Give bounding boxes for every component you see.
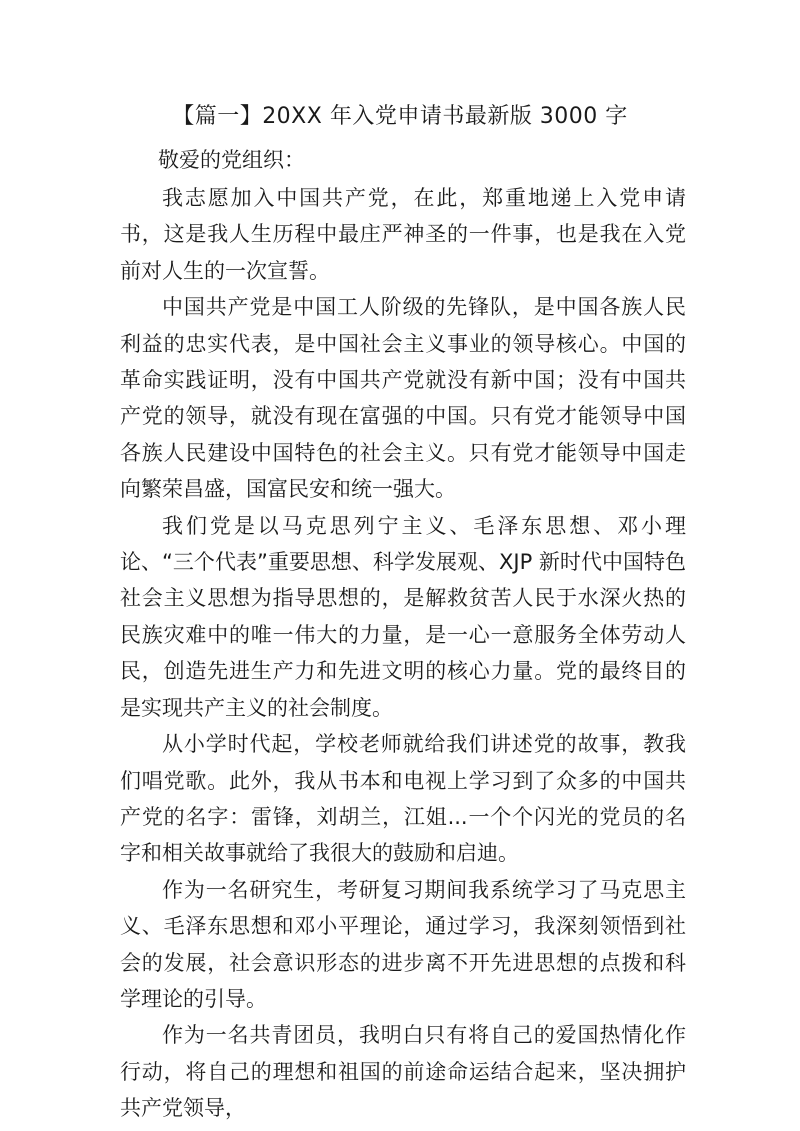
paragraph: 我们党是以马克思列宁主义、毛泽东思想、邓小理论、“三个代表”重要思想、科学发展观、XJP 新时代中国特色社会主义思想为指导思想的，是解救贫苦人民于水深火热的民族灾难中的唯一伟大的力量，是一心一意服务全体劳动人民，创造先进生产力和先进文明的核心力量。党的最终目的是实现共产主义的社会制度。 (120, 513, 686, 720)
document-body (120, 180, 686, 1127)
paragraph: 从小学时代起，学校老师就给我们讲述党的故事，教我们唱党歌。此外，我从书本和电视上学习到了众多的中国共产党的名字：雷锋，刘胡兰，江姐...一个个闪光的党员的名字和相关故事就给了我很大的鼓励和启迪。 (120, 732, 686, 866)
paragraph: 我志愿加入中国共产党，在此，郑重地递上入党申请书，这是我人生历程中最庄严神圣的一件事，也是我在入党前对人生的一次宣誓。 (120, 186, 686, 283)
paragraph: 作为一名研究生，考研复习期间我系统学习了马克思主义、毛泽东思想和邓小平理论，通过学习，我深刻领悟到社会的发展，社会意识形态的进步离不开先进思想的点拨和科学理论的引导。 (120, 877, 686, 1011)
paragraph: 作为一名共青团员，我明白只有将自己的爱国热情化作行动，将自己的理想和祖国的前途命运结合起来，坚决拥护共产党领导， (120, 1023, 686, 1121)
paragraph: 中国共产党是中国工人阶级的先锋队，是中国各族人民利益的忠实代表，是中国社会主义事业的领导核心。中国的革命实践证明，没有中国共产党就没有新中国；没有中国共产党的领导，就没有现在富强的中国。只有党才能领导中国各族人民建设中国特色的社会主义。只有党才能领导中国走向繁荣昌盛，国富民安和统一强大。 (120, 295, 686, 502)
document-title: 【篇一】20XX 年入党申请书最新版 3000 字 (172, 104, 628, 129)
salutation: 敬爱的党组织： (158, 148, 305, 172)
